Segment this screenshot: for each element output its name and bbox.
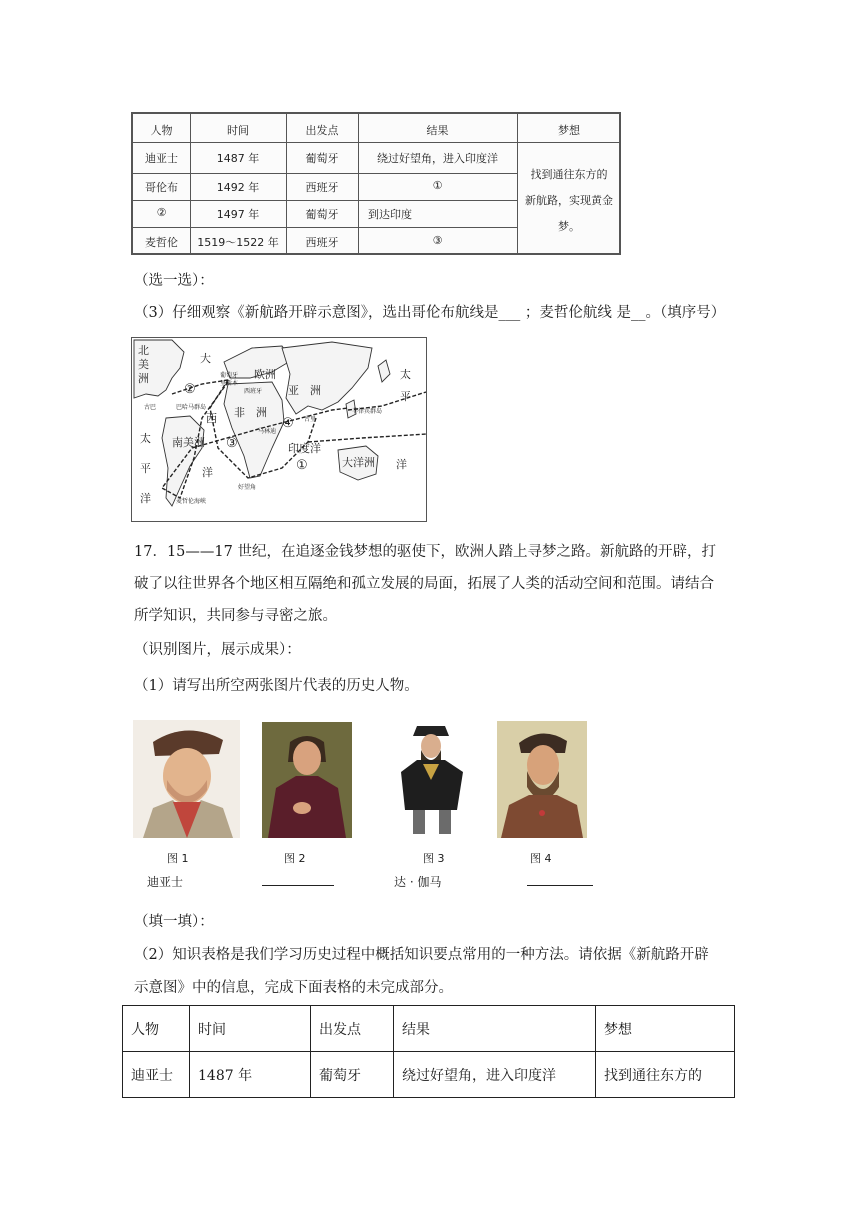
route-label-1: ① <box>296 458 308 473</box>
map-label-north: 北 <box>138 344 149 357</box>
section-fill-heading: （填一填）： <box>134 914 214 930</box>
t2-cell-time: 1487 年 <box>190 1052 311 1098</box>
section-identify-heading: （识别图片，展示成果）： <box>134 642 301 658</box>
map-label-cape-good-hope: 好望角 <box>238 484 257 491</box>
t2-header-start: 出发点 <box>311 1006 394 1052</box>
question-1: （1）请写出所空两张图片代表的历史人物。 <box>134 678 419 694</box>
map-label-pacific-left-3: 洋 <box>140 492 151 505</box>
t1-r4-result: ③ <box>432 234 443 247</box>
map-label-portugal: 葡萄牙 <box>220 372 239 379</box>
map-label-bahamas: 巴哈马群岛 <box>176 404 207 411</box>
map-label-africa: 非 洲 <box>234 406 267 419</box>
map-label-malindi: 马林迪 <box>258 428 277 435</box>
q17-line-3: 所学知识，共同参与寻密之旅。 <box>134 608 337 624</box>
map-label-america: 美 <box>138 358 149 371</box>
map-label-asia: 亚 洲 <box>288 384 321 397</box>
t1-r1-result: 绕过好望角，进入印度洋 <box>377 152 498 165</box>
q17-line-1: 17．15——17 世纪，在追逐金钱梦想的驱使下，欧洲人踏上寻梦之路。新航路的开辟，打 <box>134 544 716 560</box>
figure-3-caption: 图 3 <box>423 852 445 865</box>
t2-cell-dream: 找到通往东方的 <box>596 1052 735 1098</box>
t1-r2-person: 哥伦布 <box>145 181 178 194</box>
route-label-2: ② <box>184 382 196 397</box>
figure-2-answer-blank[interactable] <box>262 885 334 886</box>
table-header-row <box>123 1006 735 1052</box>
question-2-line-2: 示意图》中的信息，完成下面表格的未完成部分。 <box>134 980 453 996</box>
t1-header-time: 时间 <box>227 124 249 137</box>
route-label-3: ③ <box>226 436 238 451</box>
map-label-ocean-bottom: 洋 <box>202 466 213 479</box>
map-drawing <box>132 338 427 522</box>
figure-1-answer: 迪亚士 <box>147 875 184 889</box>
figure-3-answer: 达 · 伽马 <box>394 875 442 889</box>
map-label-cuba: 古巴 <box>144 404 157 411</box>
map-label-philippines: 菲律宾群岛 <box>352 408 383 415</box>
t1-header-result: 结果 <box>426 124 449 137</box>
t1-dream-line2: 新航路，实现黄金 <box>525 194 613 207</box>
portrait-figure-3 <box>383 720 481 838</box>
t2-cell-result: 绕过好望角，进入印度洋 <box>394 1052 596 1098</box>
t1-header-dream: 梦想 <box>558 124 580 137</box>
t1-dream-line3: 梦。 <box>558 220 580 233</box>
map-label-pacific-left-1: 太 <box>140 432 151 445</box>
map-label-pacific-right-1: 太 <box>400 368 411 381</box>
map-label-pacific-right-2: 平 <box>400 390 411 403</box>
portrait-figure-1 <box>133 720 240 838</box>
map-label-spain: 西班牙 <box>244 388 263 395</box>
map-label-atlantic-mid: 西 <box>206 412 217 425</box>
t2-cell-person: 迪亚士 <box>123 1052 190 1098</box>
t1-r1-start: 葡萄牙 <box>305 152 339 165</box>
t1-r3-person: ② <box>156 206 167 219</box>
portrait-figure-2 <box>262 722 352 838</box>
knowledge-table <box>122 1005 735 1098</box>
t2-header-person: 人物 <box>123 1006 190 1052</box>
map-label-indian-ocean: 印度洋 <box>288 442 321 455</box>
t2-cell-start: 葡萄牙 <box>311 1052 394 1098</box>
map-label-south-america: 南美洲 <box>172 436 205 449</box>
t1-r3-start: 葡萄牙 <box>305 208 339 221</box>
map-label-europe: 欧洲 <box>254 368 276 381</box>
portrait-figure-4 <box>497 721 587 838</box>
map-label-magellan-strait: 麦哲伦海峡 <box>176 498 207 505</box>
t1-r1-time: 1487 年 <box>216 152 260 165</box>
map-label-atlantic-top: 大 <box>200 352 211 365</box>
t2-header-result: 结果 <box>394 1006 596 1052</box>
figure-4-answer-blank[interactable] <box>527 885 593 886</box>
map-label-pacific-right-bottom: 洋 <box>396 458 407 471</box>
t1-r3-result: 到达印度 <box>368 208 412 221</box>
map-label-calicut: 古里 <box>304 416 317 423</box>
map-label-pacific-left-2: 平 <box>140 462 151 475</box>
t1-r1-person: 迪亚士 <box>145 152 178 165</box>
map-label-continent: 洲 <box>138 372 149 385</box>
t1-r2-start: 西班牙 <box>305 181 339 194</box>
t1-dream-line1: 找到通往东方的 <box>530 168 608 181</box>
scanned-table-image <box>131 112 621 255</box>
t1-r2-result: ① <box>432 179 443 192</box>
question-2-line-1: （2）知识表格是我们学习历史过程中概括知识要点常用的一种方法。请依据《新航路开辟 <box>134 947 709 963</box>
new-routes-map <box>131 337 427 522</box>
question-3: （3）仔细观察《新航路开辟示意图》，选出哥伦布航线是___ ；麦哲伦航线 是__。（填序号） <box>134 305 726 321</box>
t1-r4-person: 麦哲伦 <box>145 236 178 249</box>
map-label-oceania: 大洋洲 <box>342 456 375 469</box>
t1-header-start: 出发点 <box>305 124 339 137</box>
t1-r4-time: 1519～1522 年 <box>197 236 279 249</box>
map-label-lisbon: 里斯本 <box>220 380 239 387</box>
figure-4-caption: 图 4 <box>530 852 552 865</box>
figure-1-caption: 图 1 <box>167 852 189 865</box>
t2-header-dream: 梦想 <box>596 1006 735 1052</box>
section-choose-heading: （选一选）： <box>134 273 214 289</box>
figure-2-caption: 图 2 <box>284 852 306 865</box>
t1-header-person: 人物 <box>150 124 173 137</box>
t2-header-time: 时间 <box>190 1006 311 1052</box>
route-label-4: ④ <box>282 416 294 431</box>
t1-r3-time: 1497 年 <box>216 208 260 221</box>
q17-line-2: 破了以往世界各个地区相互隔绝和孤立发展的局面，拓展了人类的活动空间和范围。请结合 <box>134 576 714 592</box>
t1-r4-start: 西班牙 <box>305 236 339 249</box>
table-row <box>123 1052 735 1098</box>
t1-r2-time: 1492 年 <box>216 181 260 194</box>
